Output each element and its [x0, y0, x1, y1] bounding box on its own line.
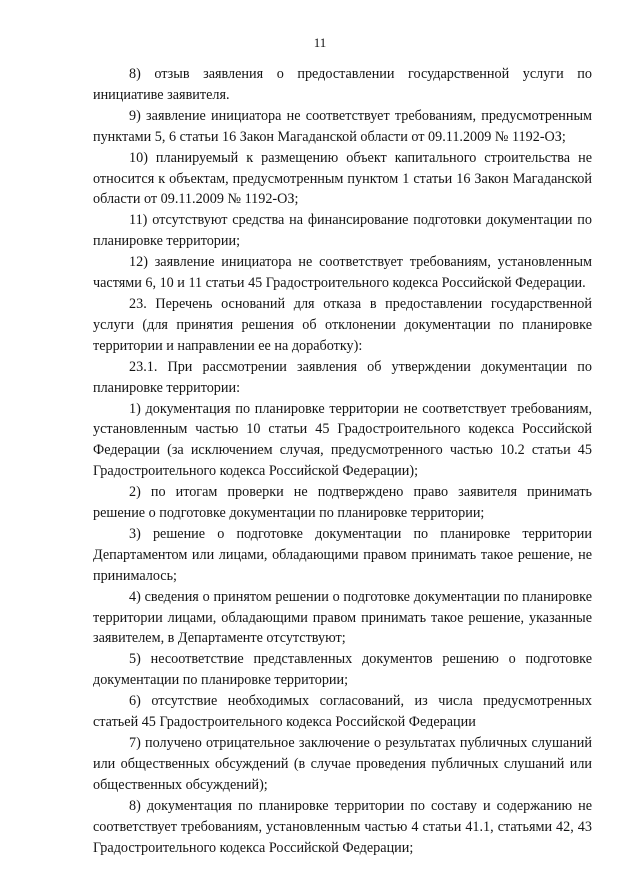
paragraph-item-9: 9) заявление инициатора не соответствует требованиям, предусмотренным пунктами 5, 6 статьи 16 Закон Магаданской области от 09.11.2009 № 1192-ОЗ;: [93, 107, 592, 145]
paragraph-item-7: 7) получено отрицательное заключение о результатах публичных слушаний или общественных обсуждений (в случае проведения публичных слушаний или общественных обсуждений);: [93, 735, 592, 793]
paragraph-item-4: 4) сведения о принятом решении о подготовке документации по планировке территории лицами, обладающими правом принимать такое решение, указанные заявителем, в Департаменте отсутствуют;: [93, 588, 592, 647]
paragraph-item-12: 12) заявление инициатора не соответствует требованиям, установленным частями 6, 10 и 11 статьи 45 Градостроительного кодекса Российской Федерации.: [93, 254, 592, 292]
paragraph-item-1: 1) документация по планировке территории не соответствует требованиям, установленным частью 10 статьи 45 Градостроительного кодекса Российской Федерации (за исключением случая, предусмотренного частью 10.2 статьи 45 Градостроительного кодекса Российской Федерации);: [93, 400, 592, 480]
paragraph-item-5: 5) несоответствие представленных документов решению о подготовке документации по планировке территории;: [93, 651, 592, 689]
paragraph-item-8-withdrawal: 8) отзыв заявления о предоставлении государственной услуги по инициативе заявителя.: [93, 66, 592, 103]
paragraph-section-23-1: 23.1. При рассмотрении заявления об утверждении документации по планировке территории:: [93, 358, 592, 396]
paragraph-item-8-documentation: 8) документация по планировке территории по составу и содержанию не соответствует требованиям, установленным частью 4 статьи 41.1, статьями 42, 43 Градостроительного кодекса Российской Федерации;: [93, 797, 592, 856]
paragraph-item-10: 10) планируемый к размещению объект капитального строительства не относится к объектам, предусмотренным пунктом 1 статьи 16 Закон Магаданской области от 09.11.2009 № 1192-ОЗ;: [93, 149, 592, 208]
paragraph-item-2: 2) по итогам проверки не подтверждено право заявителя принимать решение о подготовке документации по планировке территории;: [93, 484, 592, 522]
paragraph-item-6: 6) отсутствие необходимых согласований, из числа предусмотренных статьей 45 Градостроительного кодекса Российской Федерации: [93, 693, 592, 731]
document-body: [93, 64, 592, 858]
paragraph-section-23: 23. Перечень оснований для отказа в предоставлении государственной услуги (для принятия решения об отклонении документации по планировке территории и направлении ее на доработку):: [93, 295, 592, 354]
page-number: 11: [313, 35, 327, 50]
paragraph-item-11: 11) отсутствуют средства на финансирование подготовки документации по планировке территории;: [93, 212, 592, 250]
paragraph-item-3: 3) решение о подготовке документации по планировке территории Департаментом или лицами, обладающими правом принимать такое решение, не принималось;: [93, 525, 592, 584]
